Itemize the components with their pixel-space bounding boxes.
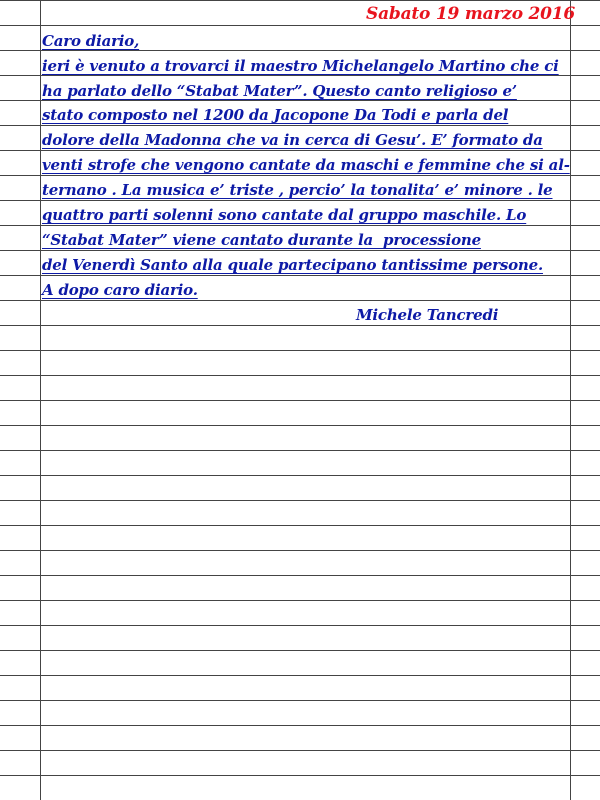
ruled-line: [0, 475, 600, 476]
ruled-line: [0, 775, 600, 776]
ruled-line: [0, 600, 600, 601]
right-margin-line: [570, 0, 571, 800]
diary-line-7: ternano . La musica e’ triste , percio’ la tonalita’ e’ minore . le: [42, 181, 553, 199]
diary-line-9: “Stabat Mater” viene cantato durante la processione: [42, 231, 481, 249]
diary-line-5: dolore della Madonna che va in cerca di Gesu’. E’ formato da: [42, 131, 543, 149]
ruled-line: [0, 575, 600, 576]
ruled-line: [0, 650, 600, 651]
ruled-line: [0, 325, 600, 326]
diary-date: Sabato 19 marzo 2016: [366, 4, 576, 24]
ruled-line: [0, 25, 600, 26]
ruled-line: [0, 350, 600, 351]
diary-line-1: Caro diario,: [42, 32, 140, 50]
diary-line-4: stato composto nel 1200 da Jacopone Da Todi e parla del: [42, 106, 509, 124]
ruled-line: [0, 450, 600, 451]
ruled-line: [0, 525, 600, 526]
ruled-line: [0, 375, 600, 376]
signature: Michele Tancredi: [356, 306, 499, 324]
ruled-line: [0, 750, 600, 751]
ruled-line: [0, 0, 600, 1]
diary-line-8: quattro parti solenni sono cantate dal gruppo maschile. Lo: [42, 206, 527, 224]
ruled-line: [0, 500, 600, 501]
ruled-line: [0, 675, 600, 676]
ruled-line: [0, 725, 600, 726]
left-margin-line: [40, 0, 41, 800]
ruled-line: [0, 425, 600, 426]
ruled-line: [0, 625, 600, 626]
diary-line-6: venti strofe che vengono cantate da maschi e femmine che si al-: [42, 156, 570, 174]
diary-line-2: ieri è venuto a trovarci il maestro Michelangelo Martino che ci: [42, 57, 559, 75]
diary-line-11: A dopo caro diario.: [42, 281, 198, 299]
ruled-line: [0, 700, 600, 701]
diary-line-10: del Venerdì Santo alla quale partecipano tantissime persone.: [42, 256, 543, 274]
ruled-line: [0, 400, 600, 401]
diary-line-3: ha parlato dello “Stabat Mater”. Questo canto religioso e’: [42, 82, 517, 100]
ruled-line: [0, 550, 600, 551]
